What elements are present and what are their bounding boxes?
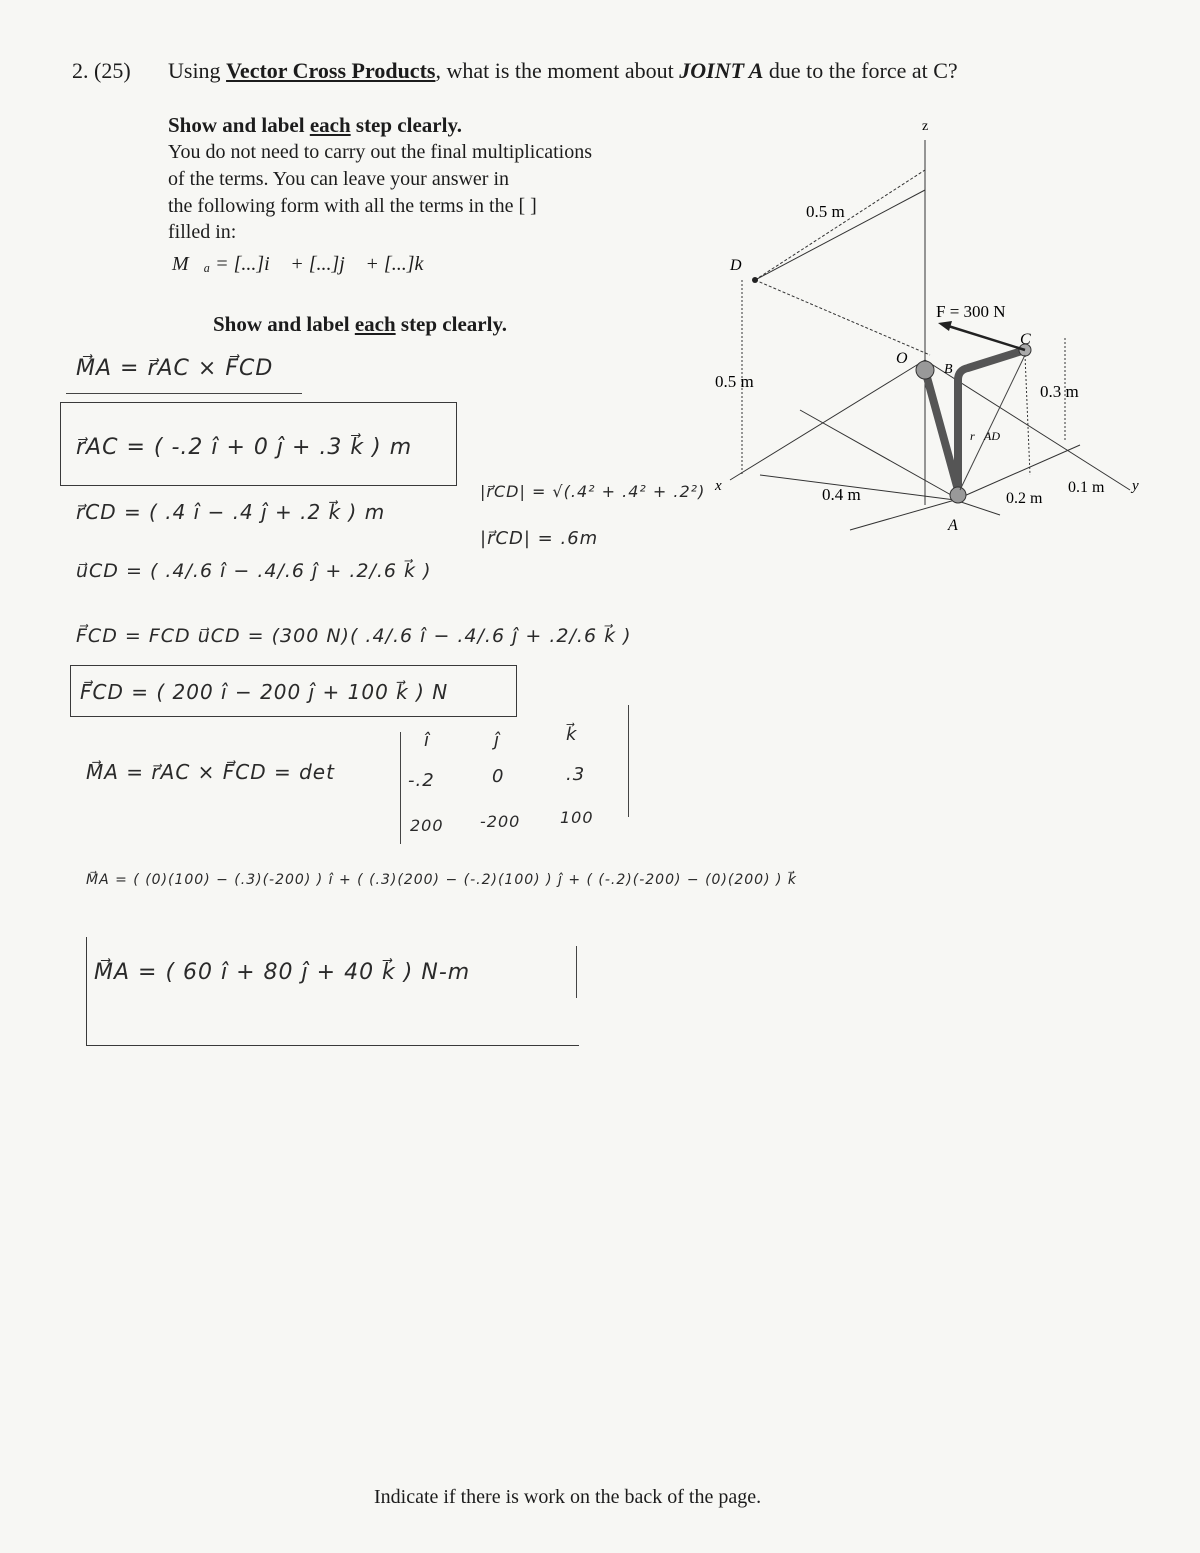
det-r3c2: -200: [480, 812, 521, 831]
show-label-instruction-2: [213, 312, 507, 337]
footer-note: Indicate if there is work on the back of the page.: [374, 1486, 762, 1508]
det-r1c1: î: [424, 730, 431, 751]
show-label-2-post: step clearly.: [395, 312, 508, 336]
hw-r-ac: r⃗AC = ( -.2 î + 0 ĵ + .3 k⃗ ) m: [76, 435, 413, 460]
hw-underline: [66, 393, 302, 394]
question-text-mid: , what is the moment about: [435, 58, 680, 83]
hw-det-lhs: M⃗A = r⃗AC × F⃗CD = det: [86, 760, 335, 784]
y-label: y: [1132, 478, 1139, 494]
c-label: C: [1020, 331, 1031, 348]
d-label: D: [730, 257, 742, 274]
joint-a: [950, 487, 966, 503]
r-ad-label: r⃗AD: [970, 429, 1000, 443]
r-ad-line: [960, 355, 1025, 490]
det-left-bar: [400, 732, 401, 844]
d-to-o-line: [755, 280, 930, 355]
show-label-post: step clearly.: [350, 113, 463, 137]
det-r2c2: 0: [492, 766, 505, 787]
answer-form-formula: M⃗ₐ = [...]i⃗ + [...]j⃗ + [...]k⃗: [172, 253, 439, 275]
hw-r-cd: r⃗CD = ( .4 î − .4 ĵ + .2 k⃗ ) m: [76, 500, 386, 524]
det-r3c3: 100: [560, 808, 594, 827]
dim-04-line: [850, 500, 955, 530]
box-final-right: [576, 946, 577, 998]
z-label: z: [922, 119, 929, 134]
force-arrow-head: [938, 321, 952, 331]
question-number: 2. (25): [72, 58, 131, 83]
instruction-line-2: of the terms. You can leave your answer in: [168, 168, 510, 190]
top-edge-line: [755, 170, 925, 280]
det-r3c1: 200: [410, 816, 444, 835]
point-d: [752, 277, 758, 283]
rod-abc: [958, 350, 1025, 490]
rod-oa: [925, 370, 958, 490]
c-vertical-line: [1025, 355, 1030, 475]
hw-moment-def: M⃗A = r⃗AC × F⃗CD: [76, 356, 274, 381]
show-label-2-pre: Show and label: [213, 312, 355, 336]
show-label-pre: Show and label: [168, 113, 310, 137]
question-joint: JOINT A: [679, 58, 764, 83]
hw-mag-1: |r⃗CD| = √(.4² + .4² + .2²): [480, 482, 706, 501]
force-arrow: [945, 325, 1025, 350]
box-final: [86, 937, 579, 1046]
hw-expand: M⃗A = ( (0)(100) − (.3)(-200) ) î + ( (.3)(200) − (-.2)(100) ) ĵ + ( (-.2)(-200) − (0)(200) ) k⃗: [86, 872, 798, 888]
hw-u-cd: u⃗CD = ( .4/.6 î − .4/.6 ĵ + .2/.6 k⃗ ): [76, 560, 432, 582]
det-right-bar: [628, 705, 629, 817]
show-label-2-each: each: [354, 312, 396, 336]
b-label: B: [944, 362, 953, 377]
hw-f-cd-2: F⃗CD = ( 200 î − 200 ĵ + 100 k⃗ ) N: [80, 680, 449, 704]
question-text: [168, 58, 958, 84]
det-r2c3: .3: [566, 764, 586, 785]
question-text-post: due to the force at C?: [763, 58, 958, 83]
top-dim-label: 0.5 m: [806, 202, 845, 221]
x-axis: [730, 360, 925, 480]
instruction-line-1: You do not need to carry out the final multiplications: [168, 141, 593, 163]
mid-dim-label: 0.4 m: [822, 485, 861, 504]
dim-01-label: 0.1 m: [1068, 479, 1105, 496]
mechanics-figure: [700, 110, 1160, 560]
dim-02-label: 0.2 m: [1006, 490, 1043, 507]
show-label-instruction: [168, 113, 462, 138]
hw-mag-2: |r⃗CD| = .6m: [480, 528, 599, 549]
o-label: O: [896, 350, 908, 367]
show-label-each: each: [309, 113, 351, 137]
instruction-line-4: filled in:: [168, 221, 237, 243]
left-dim-label: 0.5 m: [715, 372, 754, 391]
instruction-line-3: the following form with all the terms in the [ ]: [168, 195, 537, 217]
x-label: x: [715, 478, 722, 494]
det-r1c2: ĵ: [494, 730, 501, 751]
det-r2c1: -.2: [408, 770, 435, 791]
question-text-pre: Using: [168, 58, 227, 83]
det-r1c3: k⃗: [566, 724, 578, 745]
hw-final-answer: M⃗A = ( 60 î + 80 ĵ + 40 k⃗ ) N-m: [94, 960, 471, 985]
force-label: F = 300 N: [936, 302, 1006, 321]
a-label: A: [948, 517, 958, 534]
right-dim-label: 0.3 m: [1040, 382, 1079, 401]
hw-f-cd-1: F⃗CD = FCD u⃗CD = (300 N)( .4/.6 î − .4/.6 ĵ + .2/.6 k⃗ ): [76, 625, 632, 647]
joint-o: [916, 361, 934, 379]
question-text-bold: Vector Cross Products: [226, 58, 436, 83]
